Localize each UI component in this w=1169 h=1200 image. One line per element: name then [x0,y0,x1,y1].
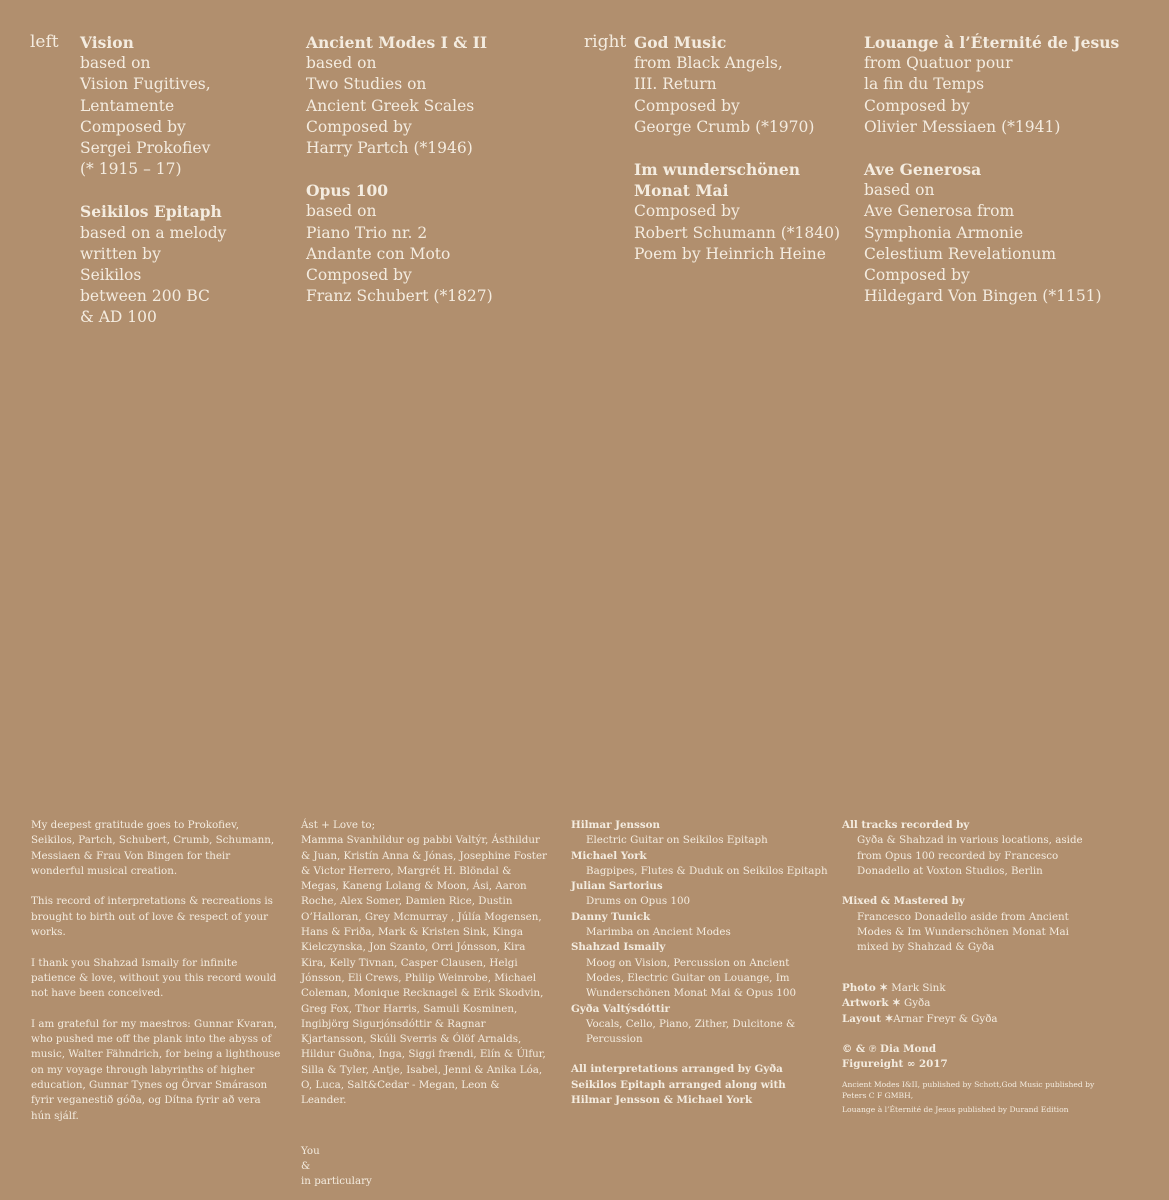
side-left-label: left [30,32,59,52]
track-line: based on [306,202,377,221]
track-line: from Black Angels, [634,54,783,73]
track-line: Composed by [864,96,970,115]
musician-role: Moog on Vision, Percussion on Ancient Modes, Electric Guitar on Louange, Im Wunderschönen Monat Mai & Opus 100 [586,956,797,1000]
track-line: Sergei Prokofiev [80,139,211,158]
track-title: God Music [634,33,727,52]
love-closing-line: You [301,1144,320,1157]
track-column-1 [80,32,226,350]
track-vision [80,32,226,180]
track-title: Louange à l’Éternité de Jesus [864,33,1120,52]
track-line: Symphonia Armonie [864,223,1024,242]
photo-credit [842,981,1100,996]
layout-value: Arnar Freyr & Gyða [893,1012,998,1025]
track-line: Piano Trio nr. 2 [306,223,428,242]
track-seikilos-epitaph [80,201,226,328]
track-line: Ancient Greek Scales [306,96,475,115]
arrangement-credit: All interpretations arranged by Gyða Seikilos Epitaph arranged along with Hilmar Jensson & Michael York [571,1063,786,1107]
musician-role: Drums on Opus 100 [586,895,691,908]
recorded-text: Gyða & Shahzad in various locations, aside from Opus 100 recorded by Francesco Donadello at Voxton Studios, Berlin [857,834,1083,877]
musician-entry [571,849,828,880]
track-line: Composed by [864,266,970,285]
track-title: Vision [80,33,134,52]
art-credits [842,981,1100,1027]
track-line: written by [80,244,161,263]
recorded-heading: All tracks recorded by [842,819,970,831]
copyright-line: Figureight ∞ 2017 [842,1058,948,1071]
track-column-3 [634,32,840,286]
track-line: III. Return [634,75,717,94]
track-ancient-modes [306,32,493,159]
track-line: between 200 BC [80,287,210,306]
publishing-line: Louange à l’Éternité de Jesus published by Durand Edition [842,1104,1069,1114]
love-closing-line: & [301,1159,311,1172]
love-heading: Ást + Love to; [301,819,376,831]
mixed-text: Francesco Donadello aside from Ancient Modes & Im Wunderschönen Monat Mai mixed by Shahzad & Gyða [857,910,1069,954]
artwork-value: Gyða [903,997,931,1010]
track-god-music [634,32,840,138]
track-line: Franz Schubert (*1827) [306,287,493,306]
gratitude-section [31,818,283,1139]
track-title: Im wunderschönen Monat Mai [634,160,800,201]
track-line: Composed by [306,117,412,136]
gratitude-paragraph: I thank you Shahzad Ismaily for infinite patience & love, without you this record would not have been conceived. [31,956,277,1000]
publishing-line: Ancient Modes I&II, published by Schott,God Music published by Peters C F GMBH, [842,1079,1095,1100]
track-line: Ave Generosa from [864,202,1015,221]
musician-role: Bagpipes, Flutes & Duduk on Seikilos Epitaph [586,864,828,877]
track-line: Harry Partch (*1946) [306,139,473,158]
track-line: Two Studies on [306,75,427,94]
track-opus-100 [306,180,493,307]
track-title: Ave Generosa [864,160,982,180]
track-line: Seikilos [80,266,142,285]
track-line: based on [306,54,377,73]
track-ave-generosa [864,159,1119,307]
track-line: Composed by [80,117,186,136]
layout-label: Layout ✶ [842,1012,894,1025]
track-line: Olivier Messiaen (*1941) [864,117,1061,136]
track-line: Composed by [306,266,412,285]
track-line: Hildegard Von Bingen (*1151) [864,287,1102,306]
track-line: la fin du Temps [864,75,985,94]
track-louange [864,32,1119,138]
musician-role: Vocals, Cello, Piano, Zither, Dulcitone & Percussion [586,1017,796,1046]
love-section [301,818,547,1190]
love-closing-line: in particulary [301,1175,372,1188]
mixing-credit [842,894,1100,955]
musician-name: Shahzad Ismaily [571,941,666,954]
musician-entry [571,879,825,910]
musician-entry [571,1002,825,1048]
track-im-wunderschonen [634,159,840,265]
track-line: Composed by [634,202,740,221]
musicians-section [571,818,828,1108]
track-line: (* 1915 – 17) [80,160,182,179]
musician-entry [571,818,825,849]
publishing-notes [842,1079,1100,1115]
musician-role: Electric Guitar on Seikilos Epitaph [586,834,768,847]
photo-value: Mark Sink [891,981,946,994]
musician-entry [571,940,825,1001]
layout-credit [842,1012,1100,1027]
copyright-line: © & ℗ Dia Mond [842,1043,937,1056]
track-title: Seikilos Epitaph [80,202,222,222]
track-line: based on [864,181,935,200]
mixed-heading: Mixed & Mastered by [842,895,965,908]
track-line: Composed by [634,96,740,115]
musician-name: Michael York [571,849,647,862]
track-line: based on [80,54,151,73]
production-section [842,818,1100,1118]
track-column-2 [306,32,493,328]
track-line: Vision Fugitives, [80,75,211,94]
musician-entry [571,910,825,941]
copyright [842,1042,1100,1073]
track-line: Poem by Heinrich Heine [634,244,826,263]
artwork-label: Artwork ✶ [842,997,901,1010]
track-line: Andante con Moto [306,244,451,263]
recording-credit [842,818,1100,879]
track-line: Robert Schumann (*1840) [634,223,841,242]
track-line: George Crumb (*1970) [634,117,815,136]
track-column-4 [864,32,1119,328]
side-right-label: right [584,32,627,52]
track-line: Lentamente [80,96,175,115]
track-line: Celestium Revelationum [864,244,1057,263]
love-text: Mamma Svanhildur og pabbi Valtýr, Ásthildur & Juan, Kristín Anna & Jónas, Josephine Foster & Victor Herrero, Margrét H. Blöndal & Megas, Kaneng Lolang & Moon, Ási, Aaron Roche, Alex Somer, Damien Rice, Dustin O’Halloran, Grey Mcmurray , Júlía Mogensen, Hans & Friða, Mark & Kristen Sink, Kinga Kielczynska, Jon Szanto, Orri Jónsson, Kira Kira, Kelly Tivnan, Casper Clausen, Helgi Jónsson, Eli Crews, Philip Weinrobe, Michael Coleman, Monique Recknagel & Erik Skodvin, Greg Fox, Thor Harris, Samuli Kosminen, Ingibjörg Sigurjónsdóttir & Ragnar Kjartansson, Skúli Sverris & Ólöf Arnalds, Hildur Guðna, Inga, Siggi frændi, Elín & Úlfur, Silla & Tyler, Antje, Isabel, Jenni & Anika Lóa, O, Luca, Salt&Cedar - Megan, Leon & Leander. [301,834,547,1107]
track-title: Ancient Modes I & II [306,33,488,52]
musician-name: Gyða Valtýsdóttir [571,1002,670,1015]
photo-label: Photo ✶ [842,981,888,994]
track-title: Opus 100 [306,181,389,201]
track-line: & AD 100 [80,308,157,327]
track-line: based on a melody [80,223,227,242]
artwork-credit [842,996,1100,1011]
gratitude-paragraph: My deepest gratitude goes to Prokofiev, Seikilos, Partch, Schubert, Crumb, Schumann, Messiaen & Frau Von Bingen for their wonderful musical creation. [31,819,275,877]
musician-name: Hilmar Jensson [571,819,660,831]
musician-name: Julian Sartorius [571,880,663,893]
musician-role: Marimba on Ancient Modes [586,926,731,939]
track-line: from Quatuor pour [864,54,1013,73]
musician-name: Danny Tunick [571,910,651,923]
gratitude-paragraph: I am grateful for my maestros: Gunnar Kvaran, who pushed me off the plank into the abyss of music, Walter Fähndrich, for being a lighthouse on my voyage through labyrinths of higher education, Gunnar Tynes og Örvar Smárason fyrir veganestið góða, og Dítna fyrir að vera hún sjálf. [31,1017,281,1122]
gratitude-paragraph: This record of interpretations & recreations is brought to birth out of love & respect of your works. [31,895,273,939]
